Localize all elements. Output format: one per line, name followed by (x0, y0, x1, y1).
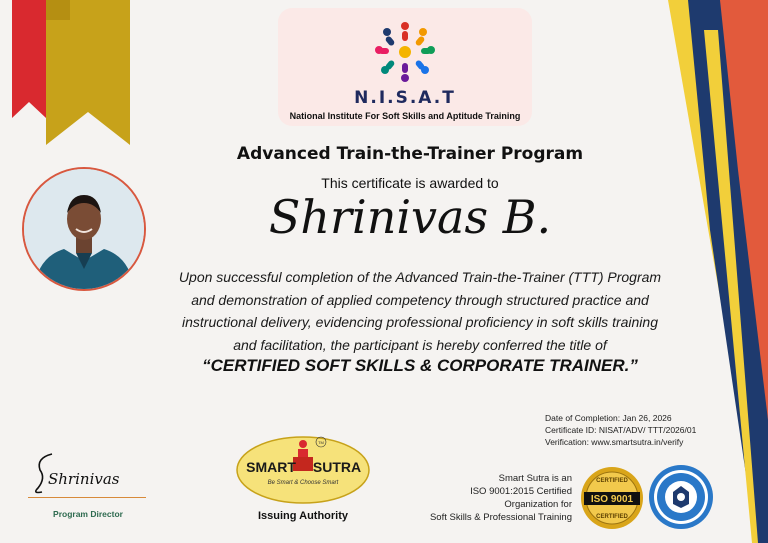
program-title: Advanced Train-the-Trainer Program (236, 144, 584, 164)
seal-bottom-text: CERTIFIED (596, 514, 628, 520)
certificate-body (150, 266, 690, 356)
logo-tm: TM (318, 440, 324, 445)
iso-statement (400, 472, 572, 524)
verification-link[interactable]: Verification: www.smartsutra.in/verify (545, 437, 684, 447)
logo-left-text: SMART (246, 459, 296, 475)
iso-line: Smart Sutra is an (498, 473, 572, 484)
recipient-name: Shrinivas B. (268, 190, 552, 244)
awarded-line: This certificate is awarded to (321, 175, 499, 191)
recipient-photo (22, 167, 146, 291)
director-signature (28, 448, 148, 498)
certificate-meta (545, 412, 725, 448)
smart-sutra-logo (233, 430, 373, 505)
iso-line: Soft Skills & Professional Training (429, 512, 572, 523)
logo-right-text: SUTRA (312, 459, 362, 475)
logo-panel (278, 8, 532, 126)
iso-line: ISO 9001:2015 Certified (470, 486, 572, 497)
signature-text: Shrinivas (48, 470, 120, 488)
nisat-emblem-icon (365, 16, 445, 88)
iso-line: Organization for (504, 499, 572, 510)
director-role: Program Director (53, 509, 123, 519)
issuing-authority-label: Issuing Authority (257, 510, 349, 522)
conferred-title: “CERTIFIED SOFT SKILLS & CORPORATE TRAINER.” (202, 356, 638, 375)
body-line: and demonstration of applied competency through structured practice and (191, 291, 649, 308)
accreditation-seal-icon (648, 464, 714, 530)
completion-date: Date of Completion: Jan 26, 2026 (545, 413, 672, 423)
seal-top-text: CERTIFIED (596, 478, 628, 484)
org-full-name: National Institute For Soft Skills and Aptitude Training (289, 111, 521, 121)
seal-iso-text: ISO 9001 (590, 494, 634, 505)
body-line: and facilitation, the participant is hereby conferred the title of (233, 336, 607, 353)
body-line: instructional delivery, evidencing professional proficiency in soft skills training (182, 314, 658, 330)
person-photo-icon (24, 169, 144, 289)
signature-line (28, 497, 146, 498)
iso-9001-seal-icon (580, 466, 644, 530)
logo-tagline: Be Smart & Choose Smart (267, 480, 339, 486)
ribbon-decoration (0, 0, 135, 145)
org-name: N.I.S.A.T (354, 88, 456, 108)
certificate-id: Certificate ID: NISAT/ADV/ TTT/2026/01 (545, 425, 697, 435)
body-line: Upon successful completion of the Advanced Train-the-Trainer (TTT) Program (178, 269, 662, 285)
